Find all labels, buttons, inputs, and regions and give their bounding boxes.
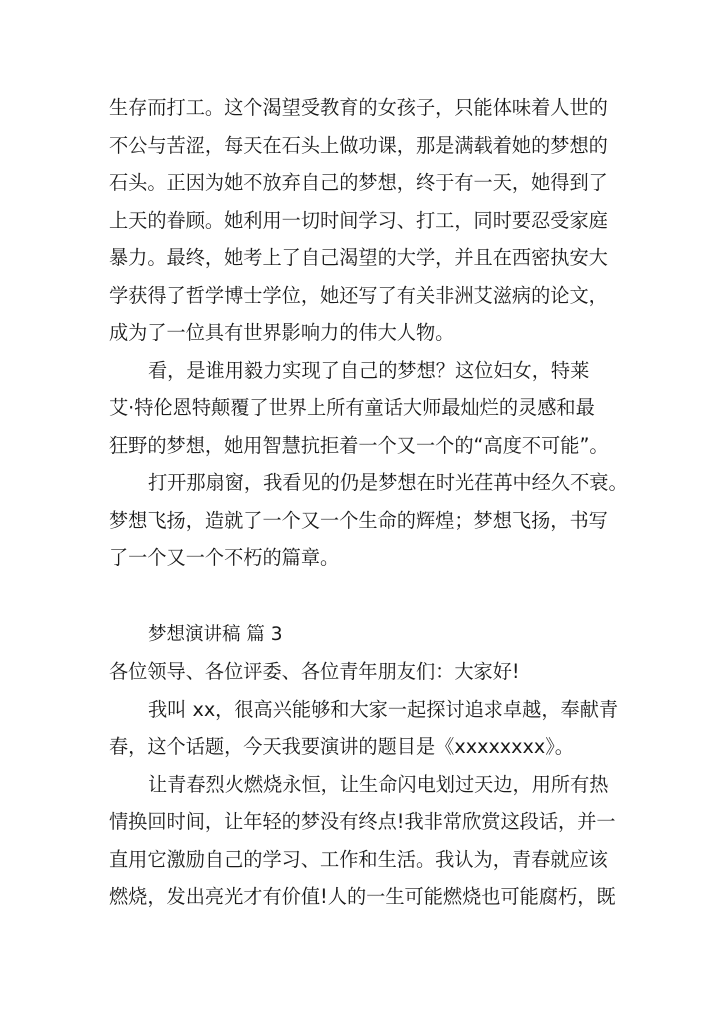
paragraph-line: 狂野的梦想，她用智慧抗拒着一个又一个的“高度不可能”。 — [109, 434, 609, 457]
greeting-line: 各位领导、各位评委、各位青年朋友们：大家好! — [109, 660, 520, 683]
paragraph-line: 梦想飞扬，造就了一个又一个生命的辉煌；梦想飞扬，书写 — [109, 509, 608, 532]
paragraph-line: 情换回时间，让年轻的梦没有终点!我非常欣赏这段话，并一 — [109, 810, 616, 833]
paragraph-line: 成为了一位具有世界影响力的伟大人物。 — [109, 321, 455, 344]
paragraph-line: 暴力。最终，她考上了自己渴望的大学，并且在西密执安大 — [109, 246, 608, 269]
paragraph-line: 春，这个话题，今天我要演讲的题目是《xxxxxxxx》。 — [109, 735, 574, 758]
section-heading: 梦想演讲稿 篇 3 — [148, 624, 283, 645]
paragraph-line: 让青春烈火燃烧永恒，让生命闪电划过天边，用所有热 — [148, 773, 609, 796]
paragraph-line: 打开那扇窗，我看见的仍是梦想在时光荏苒中经久不衰。 — [148, 471, 628, 494]
paragraph-line: 看，是谁用毅力实现了自己的梦想？这位妇女，特莱 — [148, 359, 590, 382]
paragraph-line: 上天的眷顾。她利用一切时间学习、打工，同时要忍受家庭 — [109, 209, 608, 232]
paragraph-line: 我叫 xx，很高兴能够和大家一起探讨追求卓越，奉献青 — [148, 698, 619, 721]
paragraph-line: 不公与苦涩，每天在石头上做功课，那是满载着她的梦想的 — [109, 134, 608, 157]
paragraph-line: 学获得了哲学博士学位，她还写了有关非洲艾滋病的论文， — [109, 284, 608, 307]
paragraph-line: 了一个又一个不朽的篇章。 — [109, 546, 340, 569]
paragraph-line: 燃烧，发出亮光才有价值!人的一生可能燃烧也可能腐朽，既 — [109, 885, 616, 908]
paragraph-line: 艾·特伦恩特颠覆了世界上所有童话大师最灿烂的灵感和最 — [109, 396, 595, 419]
paragraph-line: 直用它激励自己的学习、工作和生活。我认为，青春就应该 — [109, 848, 608, 871]
paragraph-line: 生存而打工。这个渴望受教育的女孩子，只能体味着人世的 — [109, 96, 608, 119]
paragraph-line: 石头。正因为她不放弃自己的梦想，终于有一天，她得到了 — [109, 171, 608, 194]
